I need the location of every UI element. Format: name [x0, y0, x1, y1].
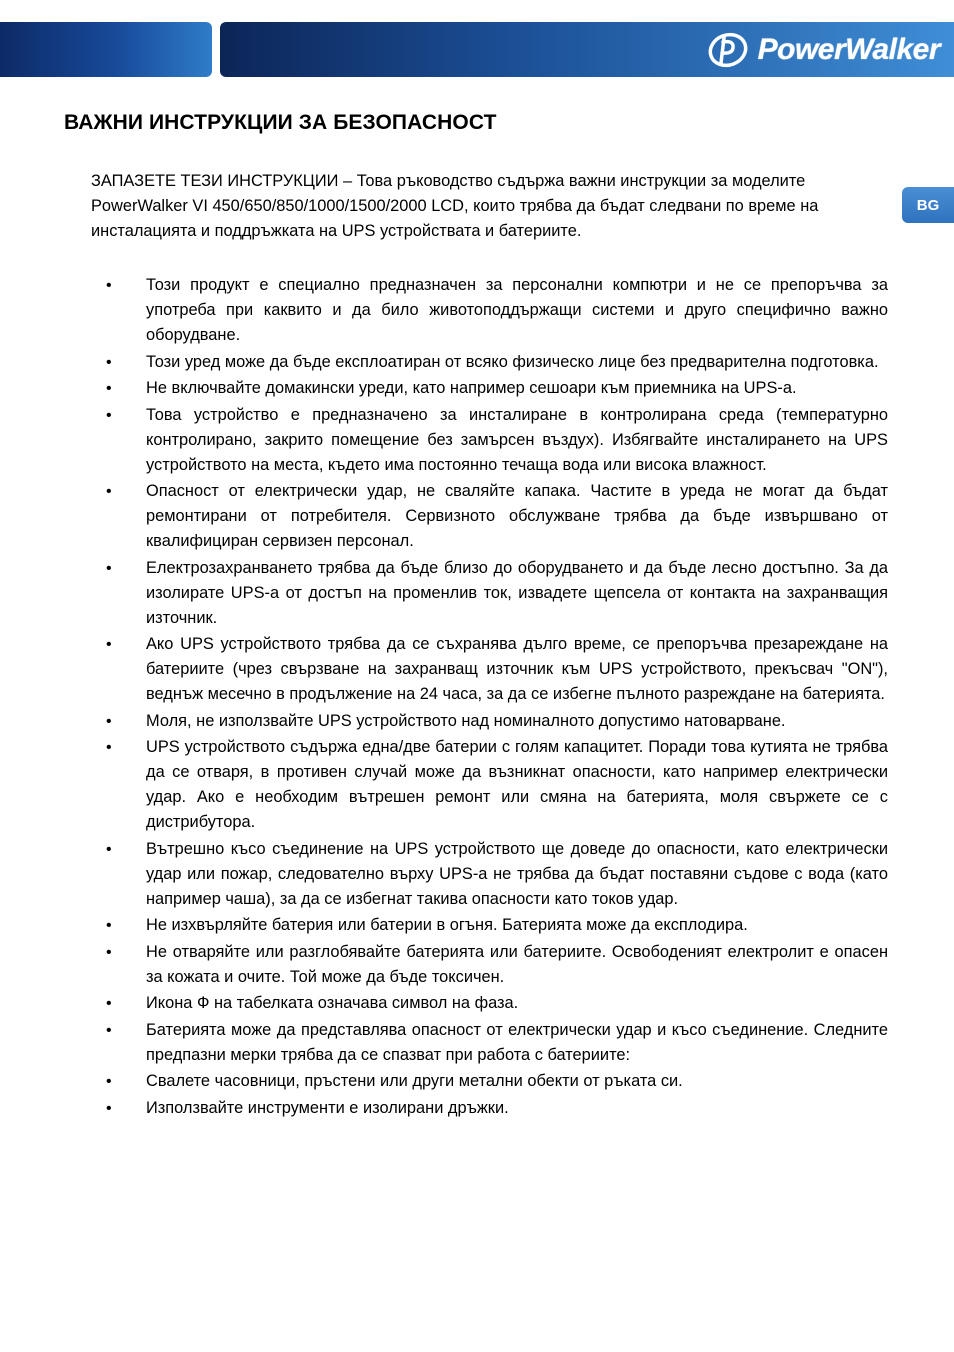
safety-instructions-list: [0, 273, 954, 1122]
header-band-left: [0, 22, 212, 77]
list-item: [0, 1018, 888, 1068]
bullet-icon: •: [106, 353, 112, 371]
list-item: [0, 735, 888, 835]
bullet-icon: •: [106, 943, 112, 961]
bullet-icon: •: [106, 483, 112, 500]
bullet-icon: •: [106, 406, 112, 424]
list-item-text: UPS устройството съдържа една/две батерии с голям капацитет. Поради това кутията не трябва да се отваря, в противен случай може да възникнат опасности, като например електрически удар. Ако е необходим вътрешен ремонт или смяна на батерията, моля свържете се с дистрибутора.: [146, 738, 888, 831]
list-item-text: Този продукт е специално предназначен за персонални компютри и не се препоръчва за употреба при каквито и да било животоподдържащи системи и друго специфично важно оборудване.: [146, 276, 888, 344]
list-item: [0, 837, 888, 912]
list-item: [0, 632, 888, 707]
bullet-icon: •: [106, 636, 112, 653]
list-item: [0, 709, 888, 734]
list-item-text: Не включвайте домакински уреди, като например сешоари към приемника на UPS-а.: [146, 379, 797, 397]
language-tab-bg[interactable]: BG: [902, 187, 954, 223]
header-band-right: [220, 22, 954, 77]
list-item-text: Вътрешно късо съединение на UPS устройството ще доведе до опасности, като електрически удар или пожар, следователно върху UPS-а не трябва да бъдат поставяни съдове с вода (като например чаша), за да се избегнат такива опасности като токов удар.: [146, 839, 888, 908]
bullet-icon: •: [106, 739, 112, 756]
bullet-icon: •: [106, 1021, 112, 1039]
list-item: [0, 556, 888, 631]
list-item: [0, 376, 888, 401]
bullet-icon: •: [106, 277, 112, 294]
list-item: [0, 350, 888, 375]
list-item-text: Използвайте инструменти е изолирани дръжки.: [146, 1098, 509, 1117]
list-item-text: Електрозахранването трябва да бъде близо до оборудването и да бъде лесно достъпно. За да изолирате UPS-а от достъп на променлив ток, извадете щепсела от контакта на захранващия източник.: [146, 558, 888, 627]
bullet-icon: •: [106, 559, 112, 577]
bullet-icon: •: [106, 1073, 112, 1090]
list-item-text: Батерията може да представлява опасност от електрически удар и късо съединение. Следните предпазни мерки трябва да се спазват при работа с батериите:: [146, 1020, 888, 1064]
list-item-text: Икона Ф на табелката означава символ на фаза.: [146, 994, 519, 1012]
list-item: [0, 1096, 888, 1121]
list-item-text: Моля, не използвайте UPS устройството над номиналното допустимо натоварване.: [146, 711, 786, 730]
list-item: [0, 1069, 888, 1094]
list-item-text: Това устройство е предназначено за инсталиране в контролирана среда (температурно контролирано, закрито помещение без замърсен въздух). Избягвайте инсталирането на UPS устройството на места, където има постоянно течаща вода или висока влажност.: [146, 405, 888, 474]
list-item-text: Този уред може да бъде експлоатиран от всяко физическо лице без предварителна подготовка.: [146, 352, 879, 371]
bullet-icon: •: [106, 1099, 112, 1117]
bullet-icon: •: [106, 712, 112, 730]
powerwalker-logo: [704, 30, 940, 70]
bullet-icon: •: [106, 380, 112, 397]
list-item: [0, 913, 888, 938]
list-item: [0, 403, 888, 478]
list-item-text: Не отваряйте или разглобявайте батерията или батериите. Освободеният електролит е опасен за кожата и очите. Той може да бъде токсичен.: [146, 942, 888, 986]
list-item-text: Опасност от електрически удар, не сваляйте капака. Частите в уреда не могат да бъдат ремонтирани от потребителя. Сервизното обслужване трябва да бъде извършвано от квалифициран сервизен персонал.: [146, 482, 888, 550]
list-item-text: Не изхвърляйте батерия или батерии в огъня. Батерията може да експлодира.: [146, 916, 748, 934]
list-item-text: Свалете часовници, пръстени или други метални обекти от ръката си.: [146, 1072, 683, 1090]
list-item: [0, 940, 888, 990]
bullet-icon: •: [106, 995, 112, 1012]
brand-name: PowerWalker: [757, 33, 940, 66]
list-item-text: Ако UPS устройството трябва да се съхранява дълго време, се препоръчва презареждане на батериите (чрез свързване на захранващ източник към UPS устройството, прекъсвач "ON"), веднъж месечно в продължение на 24 часа, за да се избегне пълното разреждане на батерията.: [146, 635, 888, 703]
bullet-icon: •: [106, 917, 112, 934]
page-title: ВАЖНИ ИНСТРУКЦИИ ЗА БЕЗОПАСНОСТ: [64, 111, 497, 134]
powerwalker-logo-icon: [704, 30, 752, 70]
list-item: [0, 991, 888, 1016]
bullet-icon: •: [106, 840, 112, 858]
list-item: [0, 273, 888, 348]
list-item: [0, 479, 888, 554]
intro-paragraph: ЗАПАЗЕТЕ ТЕЗИ ИНСТРУКЦИИ – Това ръководство съдържа важни инструкции за моделите PowerWalker VI 450/650/850/1000/1500/2000 LCD, които трябва да бъдат следвани по време на инсталацията и поддръжката на UPS устройствата и батериите.: [91, 172, 819, 240]
